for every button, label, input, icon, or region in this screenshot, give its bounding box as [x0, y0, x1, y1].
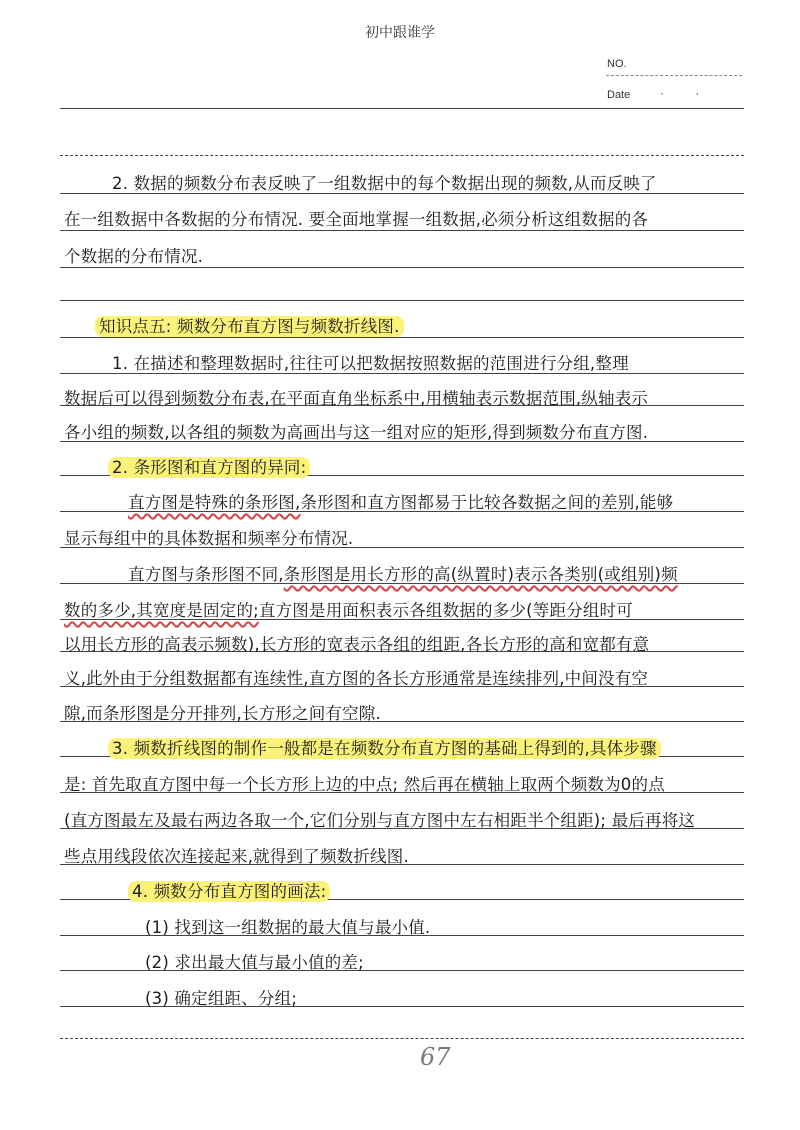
no-label: NO. [607, 58, 627, 70]
text-line [128, 561, 678, 585]
text-line: 义,此外由于分组数据都有连续性,直方图的各长方形通常是连续排列,中间没有空 [64, 669, 649, 688]
ruled-line [60, 300, 744, 301]
section-title [95, 313, 404, 337]
page-header-title: 初中跟谁学 [365, 25, 435, 41]
text-span: 条形图和直方图都易于比较各数据之间的差别,能够 [300, 493, 674, 512]
text-line [108, 735, 661, 759]
item2-title [108, 454, 310, 478]
no-field-line [606, 75, 742, 76]
step-item: (1) 找到这一组数据的最大值与最小值. [145, 918, 431, 937]
step-item: (3) 确定组距、分组; [145, 989, 298, 1008]
wavy-underlined-text: 条形图是用长方形的高(纵置时)表示各类别(或组别)频 [283, 565, 678, 584]
section-title-highlight: 知识点五: 频数分布直方图与频数折线图. [95, 316, 404, 337]
text-line: 1. 在描述和整理数据时,往往可以把数据按照数据的范围进行分组,整理 [112, 354, 629, 373]
text-line: 以用长方形的高表示频数),长方形的宽表示各组的组距,各长方形的高和宽都有意 [64, 635, 650, 654]
ruled-line [60, 267, 744, 268]
item4-title [128, 878, 330, 902]
text-span: 直方图与条形图不同, [128, 565, 284, 584]
text-line: 在一组数据中各数据的分布情况. 要全面地掌握一组数据,必须分析这组数据的各 [64, 210, 649, 229]
text-line [128, 489, 673, 513]
step-item: (2) 求出最大值与最小值的差; [145, 953, 364, 972]
ruled-line [60, 1038, 744, 1039]
wavy-underlined-text: 直方图是特殊的条形图, [128, 493, 301, 512]
text-line: 2. 数据的频数分布表反映了一组数据中的每个数据出现的频数,从而反映了 [112, 174, 657, 193]
ruled-line [60, 108, 744, 109]
page-number: 67 [420, 1043, 451, 1071]
text-line: 数据后可以得到频数分布表,在平面直角坐标系中,用横轴表示数据范围,纵轴表示 [64, 389, 649, 408]
text-line: 是: 首先取直方图中每一个长方形上边的中点; 然后再在横轴上取两个频数为0的点 [64, 775, 665, 794]
text-line: 个数据的分布情况. [64, 247, 204, 266]
text-line: 各小组的频数,以各组的频数为高画出与这一组对应的矩形,得到频数分布直方图. [64, 423, 649, 442]
wavy-underlined-text: 数的多少,其宽度是固定的; [64, 601, 259, 620]
text-line [64, 597, 633, 621]
item4-title-highlight: 4. 频数分布直方图的画法: [128, 881, 330, 902]
ruled-line [60, 155, 744, 156]
date-field-dots: · · [660, 86, 714, 100]
text-line: (直方图最左及最右两边各取一个,它们分别与直方图中左右相距半个组距); 最后再将这 [64, 811, 696, 830]
text-line: 隙,而条形图是分开排列,长方形之间有空隙. [64, 704, 381, 723]
ruled-line [60, 337, 744, 338]
item2-title-highlight: 2. 条形图和直方图的异同: [108, 457, 310, 478]
text-line: 些点用线段依次连接起来,就得到了频数折线图. [64, 847, 409, 866]
item3-highlight: 3. 频数折线图的制作一般都是在频数分布直方图的基础上得到的,具体步骤 [108, 738, 661, 759]
text-line: 显示每组中的具体数据和频率分布情况. [64, 529, 354, 548]
text-span: 直方图是用面积表示各组数据的多少(等距分组时可 [258, 601, 633, 620]
date-label: Date [607, 89, 631, 101]
ruled-line [60, 230, 744, 231]
